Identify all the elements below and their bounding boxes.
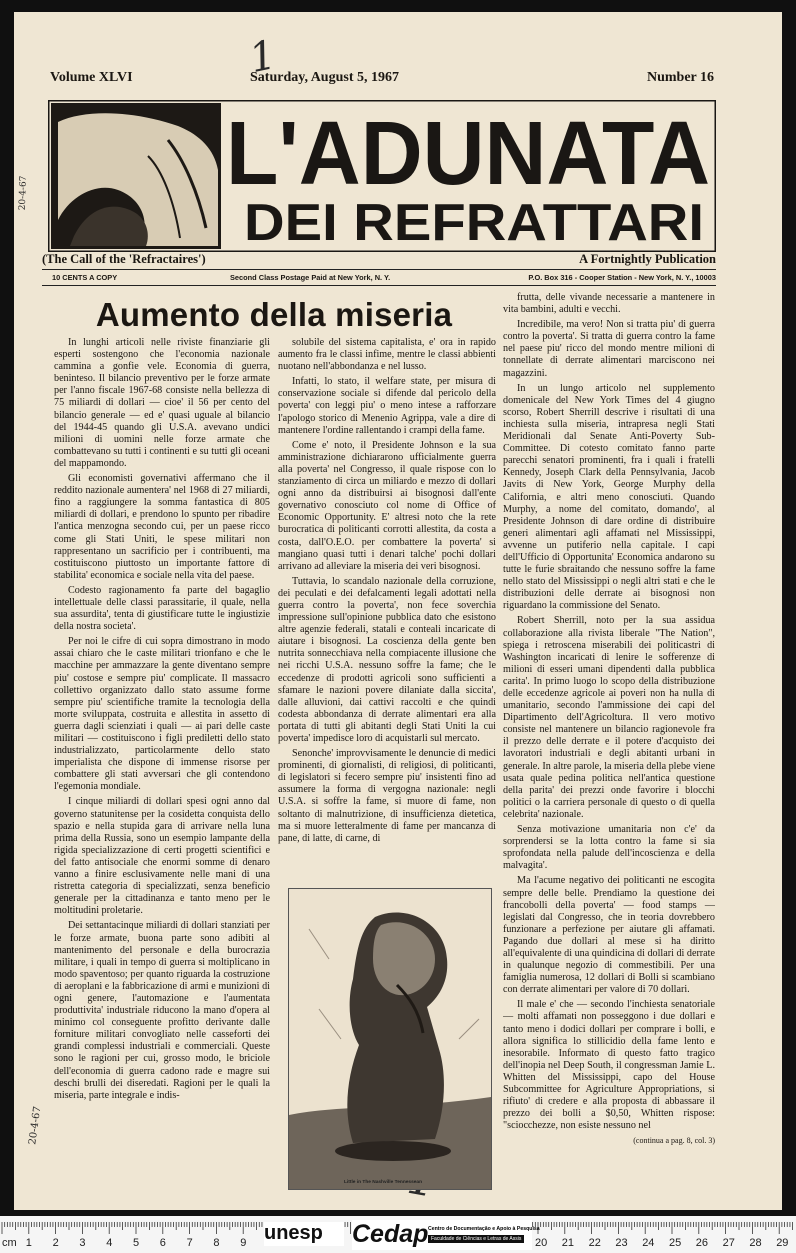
postal-bar xyxy=(42,271,716,285)
paragraph: In un lungo articolo nel supplemento domenicale del New York Times del 4 giugno scorso, Robert Sherrill descrive i risultati di una inchiesta sulla miseria, intrapresa negli Stati Meridionali dal Senate Anti-Poverty Sub-Committee. Di cotesto comitato fanno parte parecchi senatori prominenti, fra i quali i fratelli Kennedy, Joseph Clark della Pennsylvania, Jacob Javits di New York, George Murphy della California, e altri meno conosciuti. Quando Murphy, a nome del comitato, domando', al Presidente Johnson di dare ordine di distribuire generi alimentari agli affamati nel Mississippi, avvenne un putiferio nella capitale. I capi dell'Ufficio di Opportunita' Economica andarono su tutte le furie sbraitando che nessuno soffre la fame nello stato del Mississippi o negli altri stati e che le distribuzioni delle derrate ai bisognosi non riguardano la commissione del Senato. xyxy=(503,382,715,612)
paragraph: Senza motivazione umanitaria non c'e' da sorprendersi se la lotta contro la fame si sia sprofondata nella palude dell'incoscienza e della malvagita'. xyxy=(503,824,715,872)
volume: Volume XLVI xyxy=(50,70,133,85)
unesp-logo xyxy=(264,1222,344,1246)
paragraph: Per noi le cifre di cui sopra dimostrano in modo assai chiaro che le caste militari trionfano e che le macchine per ammazzare la gente diventano sempre piu' costose e sempre piu' complicate. Il massacro collettivo organizzato dallo stato assume forme sempre piu' scientifiche tramite la tecnologia della morte sviluppata, costruita e allestita in assetto di guerra dagli scienziati i quali — ai pari delle caste militari — costituiscono i figli prediletti dello stato industrializzato, particolarmente dello stato imperialista che dispone di immense risorse per combattere gli stati avversari che gli contendono l'egemonia mondiale. xyxy=(54,636,270,793)
cedap-line1: Centro de Documentação e Apoio à Pesquisa xyxy=(428,1226,540,1232)
price: 10 CENTS A COPY xyxy=(52,273,118,282)
article-headline: Aumento della miseria xyxy=(95,296,453,333)
cartoon-figure xyxy=(289,889,491,1189)
ruler-label: 21 xyxy=(561,1237,575,1249)
ruler-label: 9 xyxy=(240,1237,247,1249)
paragraph: Gli economisti governativi affermano che il reddito nazionale aumentera' nel 1968 di 27 miliardi, fino a raggiungere la somma fantastica di 805 miliardi di dollari, e prendono lo spunto per ribadire l'antica menzogna secondo cui, per un paese ricco come gli Stati Uniti, le spese militari non rappresentano un sacrificio per i contribuenti, ma costituiscono piuttosto un importante fattore di stabilita' economica e sociale nella vita del paese. xyxy=(54,473,270,581)
continued-notice: (continua a pag. 8, col. 3) xyxy=(633,1136,715,1146)
postal-address: P.O. Box 316 - Cooper Station - New York, N. Y., 10003 xyxy=(528,273,716,282)
handwritten-top-mark: 1 xyxy=(245,31,280,83)
article-illustration xyxy=(288,888,492,1190)
ruler-label: 27 xyxy=(722,1237,735,1249)
ruler-label: 20 xyxy=(535,1237,548,1249)
paragraph: Robert Sherrill, noto per la sua assidua collaborazione alla rivista liberale "The Nation", spiega i retroscena miserabili dei politicastri di Washington incaricati di lenire le sofferenze di milioni di esseri umani dipendenti dalla pubblica carita'. In primo luogo lo scopo della distribuzione delle eccedenze agricole ai poveri non ha nulla di umanitario, secondo l'ammissione dei capi del Dipartimento dell'Agricoltura. Il vero motivo consiste nel mantenere un bilancio ragionevole fra il prezzo delle derrate e il potere d'acquisto dei lavoratori industriali e degli abitanti urbani in generale. In altre parole, la miseria della plebe viene usata quale pedina politica nell'antica questione della parita' dei prezzi onde favorire i blocchi politici o la carriera personale di questo o di quella celebrita' nazionale. xyxy=(503,615,715,820)
paragraph: Incredibile, ma vero! Non si tratta piu' di guerra contro la poverta'. Si tratta di guerra contro la fame nel paese piu' ricco del mondo mentre milioni di tonnellate di derrate alimentari marciscono nei magazzini. xyxy=(503,319,715,379)
masthead xyxy=(48,100,716,252)
paragraph: frutta, delle vivande necessarie a mantenere in vita bambini, adulti e vecchi. xyxy=(503,292,715,316)
paragraph: Tuttavia, lo scandalo nazionale della corruzione, dei peculati e dei defalcamenti legali adottati nella guerra contro la poverta', non fece soverchia impressione sull'opinione pubblica dato che esistono altre agenzie federali, statali e conteali incaricate di aiutare i bisognosi. La coscienza della gente ben nutrita sonnecchiava nella compiacente illusione che nei ricchi U.S.A. nessuno soffre la fame; che le eccedenze di prodotti agricoli sono sufficienti a sfamare le nazioni povere dilaniate dalla siccita', dalle alluvioni, dai cattivi raccolti e che quindi codesta abbondanza di derrate alimentari era alla portata di tutti gli abitanti degli Stati Uniti la cui poverta' impedisce loro di acquistarli sul mercato. xyxy=(278,575,496,744)
paragraph: Il male e' che — secondo l'inchiesta senatoriale — molti affamati non posseggono i due dollari e tanto meno i dodici dollari per comprare i bolli, e allora significa lo stillicidio della fame lento e inesorabile. Informato di questo fatto tragico dell'inopia nel Deep South, il congressman Jamie L. Whitten del Mississippi, capo del House Subcommittee for Agriculture Appropriations, si rifiuto' di credere e alla proposta di abbassare il prezzo dei bolli a $0,50, Whitten rispose: "sciocchezze, non esiste nessuno nel xyxy=(503,999,715,1132)
illustration-caption: Little in The Nashville Tennessean xyxy=(344,1180,423,1185)
ruler-label: 6 xyxy=(159,1237,166,1249)
handwritten-margin-date: 20-4-67 xyxy=(17,175,29,211)
paragraph: Come e' noto, il Presidente Johnson e la sua amministrazione dichiararono ufficialmente guerra alla poverta' nel Congresso, il quale rispose con lo stanziamento di circa un miliardo e mezzo di dollari ogni anno da distribuirsi ai bisognosi dall'ente governativo conosciuto col nome di Office of Economic Opportunity. E' altresi noto che la rete burocratica di politicanti corrotti allestita, da costa a costa, dall'O.E.O. per combattere la poverta' si mangiano quasi tutti i denari talche' pochi dollari arrivano ad alleviare la miseria dei veri bisognosi. xyxy=(278,439,496,572)
cedap-logo xyxy=(352,1220,540,1250)
ruler-label: 28 xyxy=(749,1237,762,1249)
masthead-title-line2: DEI REFRATTARI xyxy=(244,194,704,252)
paragraph: Codesto ragionamento fa parte del bagaglio intellettuale delle classi parassitarie, il quale, nella sua assurdita', tenta di giustificare tutte le ingiustizie della nostra societa'. xyxy=(54,584,270,633)
ruler-label: 8 xyxy=(213,1237,220,1249)
paragraph: In lunghi articoli nelle riviste finanziarie gli esperti sostengono che l'economia nazionale cammina a gonfie vele. Economia di guerra, beninteso. Il bilancio preventivo per le forze armate per l'anno fiscale 1967-68 consiste nella bellezza di 75 miliardi di dollari — cioe' il 56 per cento del bilancio generale — ed e' quasi uguale al bilancio del 1944-45 quando gli U.S.A. avevano undici milioni di uomini nelle forze armate che combattevano su tutti i continenti e su tutti gli oceani del mappamondo. xyxy=(54,337,270,469)
article-column-1 xyxy=(54,337,270,1192)
issue-date: Saturday, August 5, 1967 xyxy=(250,70,399,85)
masthead-illustration xyxy=(51,103,221,249)
issue-meta xyxy=(50,70,714,92)
ruler-label: 4 xyxy=(106,1237,113,1249)
article-column-3 xyxy=(503,292,715,1210)
ruler-label: 3 xyxy=(79,1237,86,1249)
issue-number: Number 16 xyxy=(646,70,714,85)
ruler-label: 5 xyxy=(133,1237,140,1249)
unesp-text: unesp xyxy=(264,1222,323,1244)
masthead-title-line1: L'ADUNATA xyxy=(226,104,710,204)
cedap-line2: Faculdade de Ciências e Letras de Assis xyxy=(428,1235,524,1243)
ruler-label: 24 xyxy=(642,1237,655,1249)
ruler-label: 22 xyxy=(588,1237,601,1249)
ruler-label: 25 xyxy=(669,1237,682,1249)
handwritten-margin-date-bottom: 20-4-67 xyxy=(27,1105,44,1146)
subtitle-right: A Fortnightly Publication xyxy=(579,252,716,266)
article-column-2 xyxy=(278,337,496,873)
ruler-label: 26 xyxy=(695,1237,709,1249)
paragraph: solubile del sistema capitalista, e' ora in rapido aumento fra le classi infime, mentre le classi abbienti nuotano nell'abbondanza e nel lusso. xyxy=(278,337,496,373)
postage: Second Class Postage Paid at New York, N. Y. xyxy=(230,273,391,282)
subtitle-bar xyxy=(42,252,716,270)
ruler-unit: cm xyxy=(2,1237,17,1249)
ruler-label: 29 xyxy=(776,1237,789,1249)
paragraph: Dei settantacinque miliardi di dollari stanziati per le forze armate, buona parte sono adibiti al mantenimento del personale e della burocrazia militare, i quali in tempo di guerra si moltiplicano in modo spaventoso; per quanto riguarda la costruzione di aeroplani e la fabbricazione di armi e munizioni di ogni genere, l'automazione e l'aumentata produttivita' industriale riducono la mano d'opera al minimo col conseguente profitto derivante dalle forniture militari convogliato nelle casseforti dei grandi complessi industriali e commerciali. Queste sono le ragioni per cui, grosso modo, le briciole dell'economia di guerra cadono rade e magre sui deschi brulli dei diseredati. Ragioni per le quali la miseria, parte integrale e indis- xyxy=(54,920,270,1101)
ruler-label: 23 xyxy=(615,1237,628,1249)
rule-top xyxy=(42,269,716,270)
ruler-label: 7 xyxy=(186,1237,193,1249)
archive-footer xyxy=(0,1216,796,1253)
ruler-label: 2 xyxy=(52,1237,59,1249)
subtitle-left: (The Call of the 'Refractaires') xyxy=(42,252,206,266)
paragraph: Senonche' improvvisamente le denuncie di medici prominenti, di giornalisti, di religiosi, di politicanti, di legislatori si fecero sempre piu' insistenti fino ad assumere la forma di vergogna nazionale: negli U.S.A. si soffre la fame, si muore di fame, non soltanto di malnutrizione, di insufficienza dietetica, ma si muore letteralmente di fame per mancanza di pane, di latte, di carne, di xyxy=(278,748,496,844)
rule-bottom xyxy=(42,285,716,286)
paragraph: Infatti, lo stato, il welfare state, per misura di conservazione sociale si difende dal pericolo della poverta' con leggi piu' o meno intese a rafforzare l'apologo storico di Menenio Agrippa, vale a dire di mantenere l'ordine rallentando i crampi della fame. xyxy=(278,376,496,436)
paragraph: I cinque miliardi di dollari spesi ogni anno dal governo statunitense per la cosidetta conquista dello spazio e nella stupida gara di arrivare nella luna prima della Russia, sono un esempio lampante della rigida specializzazione di certi progetti scientifici e del fatto antisociale che enormi somme di denaro vanno a finire esclusivamente nelle mani di una ristretta categoria di specializzati, senza beneficio generale per la cittadinanza e tanto meno per le moltitudini proletarie. xyxy=(54,796,270,917)
cedap-text: Cedap xyxy=(352,1220,429,1248)
newspaper-page xyxy=(14,12,782,1210)
ruler-label: 1 xyxy=(25,1237,32,1249)
paragraph: Ma l'acume negativo dei politicanti ne escogita sempre delle belle. Prendiamo la questione dei francobolli della poverta' — food stamps — legislati dal Congresso, che in teoria dovrebbero funzionare a perfezione per aiutare gli affamati. Pagando due dollari al mese si ha diritto all'equivalente di una quindicina di dollari di derrate in qualunque negozio di commestibili. Per una famiglia numerosa, 12 dollari di Bolli si scambiano con derrate alimentari per valore di 70 dollari. xyxy=(503,875,715,996)
